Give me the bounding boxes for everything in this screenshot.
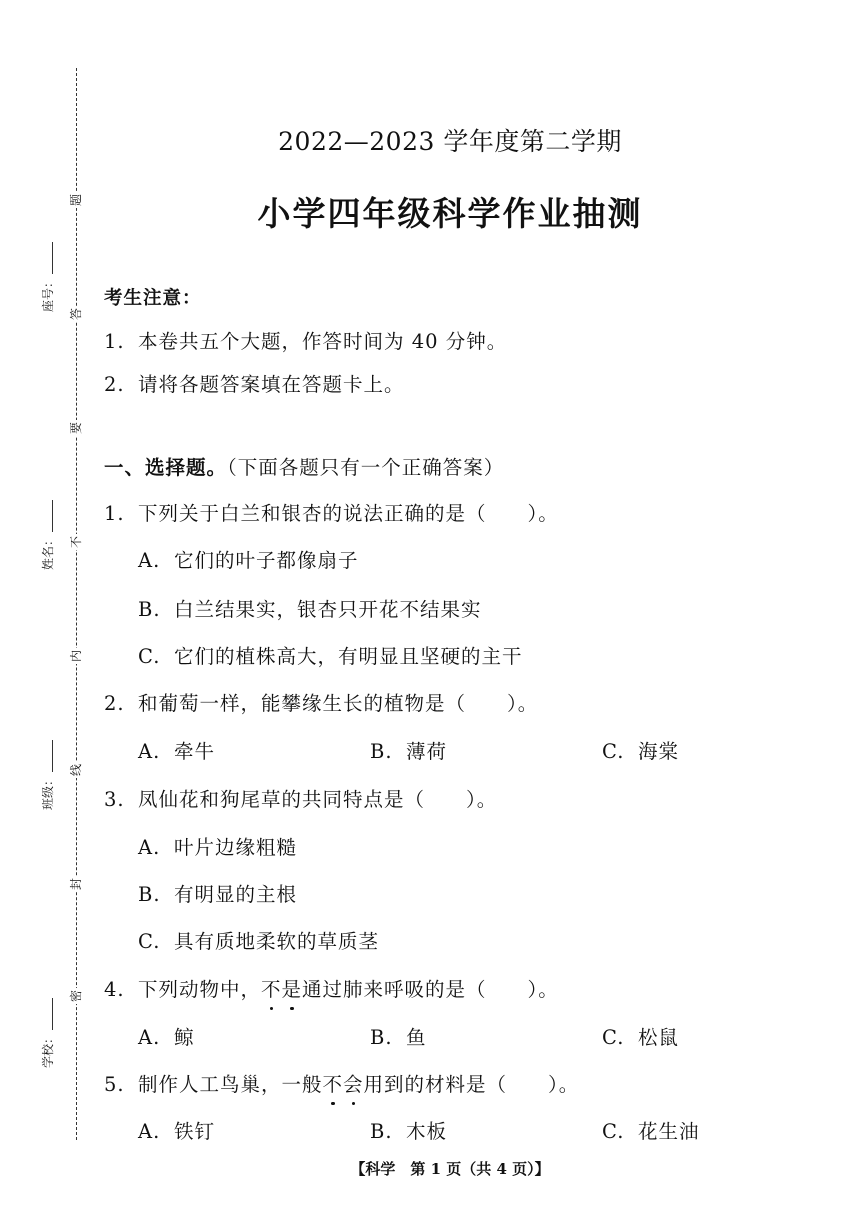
field-blank-line (42, 242, 53, 274)
option-text: 叶片边缘粗糙 (174, 836, 298, 859)
emphasized-char: 不 (261, 974, 282, 1002)
option-letter: A. (138, 549, 161, 572)
option-a[interactable] (138, 736, 215, 764)
exam-term-subtitle: 2022—2023 学年度第二学期 (278, 127, 622, 156)
option-text: 鱼 (406, 1026, 427, 1049)
notice-item (104, 326, 507, 354)
option-text: 它们的植株高大，有明显且坚硬的主干 (174, 645, 523, 668)
page-footer: 【科学 第 1 页（共 4 页）】 (350, 1160, 550, 1178)
name-field[interactable] (38, 500, 56, 570)
question-text: 和葡萄一样，能攀缘生长的植物是（ ）。 (138, 692, 539, 715)
option-text: 铁钉 (174, 1120, 216, 1143)
option-letter: C. (602, 1120, 625, 1143)
option-text: 有明显的主根 (174, 883, 298, 906)
question-text: 下列关于白兰和银杏的说法正确的是（ ）。 (138, 502, 559, 525)
question-3 (104, 784, 497, 812)
question-text-suffix: 用到的材料是（ ）。 (363, 1073, 580, 1096)
exam-title: 小学四年级科学作业抽测 (257, 194, 643, 233)
option-c[interactable] (602, 736, 679, 764)
option-b[interactable] (138, 594, 482, 622)
option-letter: C. (138, 645, 161, 668)
question-number: 4. (104, 978, 125, 1001)
option-a[interactable] (138, 545, 359, 573)
option-letter: C. (602, 740, 625, 763)
option-b[interactable] (370, 1116, 447, 1144)
option-c[interactable] (138, 641, 523, 669)
notice-item-text: 本卷共五个大题，作答时间为 40 分钟。 (138, 330, 508, 353)
notice-heading: 考生注意： (104, 288, 202, 309)
option-b[interactable] (370, 1022, 427, 1050)
seal-char: 密 (69, 990, 83, 1003)
emphasized-char: 会 (343, 1069, 364, 1097)
option-text: 松鼠 (638, 1026, 680, 1049)
class-field[interactable] (38, 740, 56, 810)
option-letter: C. (138, 930, 161, 953)
option-a[interactable] (138, 1116, 215, 1144)
field-label: 班级： (40, 773, 55, 810)
notice-item-number: 1. (104, 330, 125, 353)
seal-char: 线 (69, 764, 83, 777)
option-b[interactable] (138, 879, 297, 907)
option-text: 它们的叶子都像扇子 (174, 549, 359, 572)
field-blank-line (42, 500, 53, 532)
option-letter: B. (370, 1026, 393, 1049)
option-a[interactable] (138, 832, 297, 860)
question-1 (104, 498, 559, 526)
seal-char: 封 (69, 878, 83, 891)
option-letter: A. (138, 740, 161, 763)
option-text: 牵牛 (174, 740, 216, 763)
option-text: 鲸 (174, 1026, 195, 1049)
option-letter: A. (138, 1026, 161, 1049)
field-blank-line (42, 740, 53, 772)
option-text: 木板 (406, 1120, 448, 1143)
question-text-prefix: 下列动物中， (138, 978, 262, 1001)
question-number: 3. (104, 788, 125, 811)
option-letter: C. (602, 1026, 625, 1049)
notice-item-text: 请将各题答案填在答题卡上。 (138, 373, 405, 396)
option-letter: A. (138, 836, 161, 859)
question-text-prefix: 制作人工鸟巢，一般 (138, 1073, 323, 1096)
question-number: 2. (104, 692, 125, 715)
option-letter: B. (138, 883, 161, 906)
question-4 (104, 974, 559, 1002)
notice-item (104, 369, 405, 397)
option-a[interactable] (138, 1022, 195, 1050)
binding-margin (0, 0, 100, 1209)
question-text: 凤仙花和狗尾草的共同特点是（ ）。 (138, 788, 498, 811)
field-label: 座号： (40, 275, 55, 312)
option-text: 薄荷 (406, 740, 448, 763)
option-c[interactable] (602, 1022, 679, 1050)
section-heading (104, 452, 504, 480)
emphasized-char: 是 (282, 974, 303, 1002)
option-b[interactable] (370, 736, 447, 764)
seal-char: 答 (69, 308, 83, 321)
option-c[interactable] (138, 926, 379, 954)
seal-char: 要 (69, 422, 83, 435)
option-text: 具有质地柔软的草质茎 (174, 930, 380, 953)
school-field[interactable] (38, 998, 56, 1068)
field-blank-line (42, 998, 53, 1030)
question-number: 1. (104, 502, 125, 525)
field-label: 姓名： (40, 533, 55, 570)
seat-number-field[interactable] (38, 242, 56, 312)
notice-item-number: 2. (104, 373, 125, 396)
section-note: （下面各题只有一个正确答案） (227, 456, 505, 479)
option-text: 海棠 (638, 740, 680, 763)
option-letter: B. (138, 598, 161, 621)
section-title: 一、选择题。 (104, 456, 228, 479)
option-letter: B. (370, 740, 393, 763)
emphasized-char: 不 (323, 1069, 344, 1097)
option-text: 白兰结果实，银杏只开花不结果实 (174, 598, 482, 621)
question-2 (104, 688, 538, 716)
option-c[interactable] (602, 1116, 700, 1144)
seal-char: 题 (69, 194, 83, 207)
question-5 (104, 1069, 579, 1097)
option-letter: B. (370, 1120, 393, 1143)
option-letter: A. (138, 1120, 161, 1143)
question-text-suffix: 通过肺来呼吸的是（ ）。 (302, 978, 559, 1001)
field-label: 学校： (40, 1031, 55, 1068)
seal-char: 不 (69, 536, 83, 549)
seal-char: 内 (69, 650, 83, 663)
option-text: 花生油 (638, 1120, 700, 1143)
question-number: 5. (104, 1073, 125, 1096)
